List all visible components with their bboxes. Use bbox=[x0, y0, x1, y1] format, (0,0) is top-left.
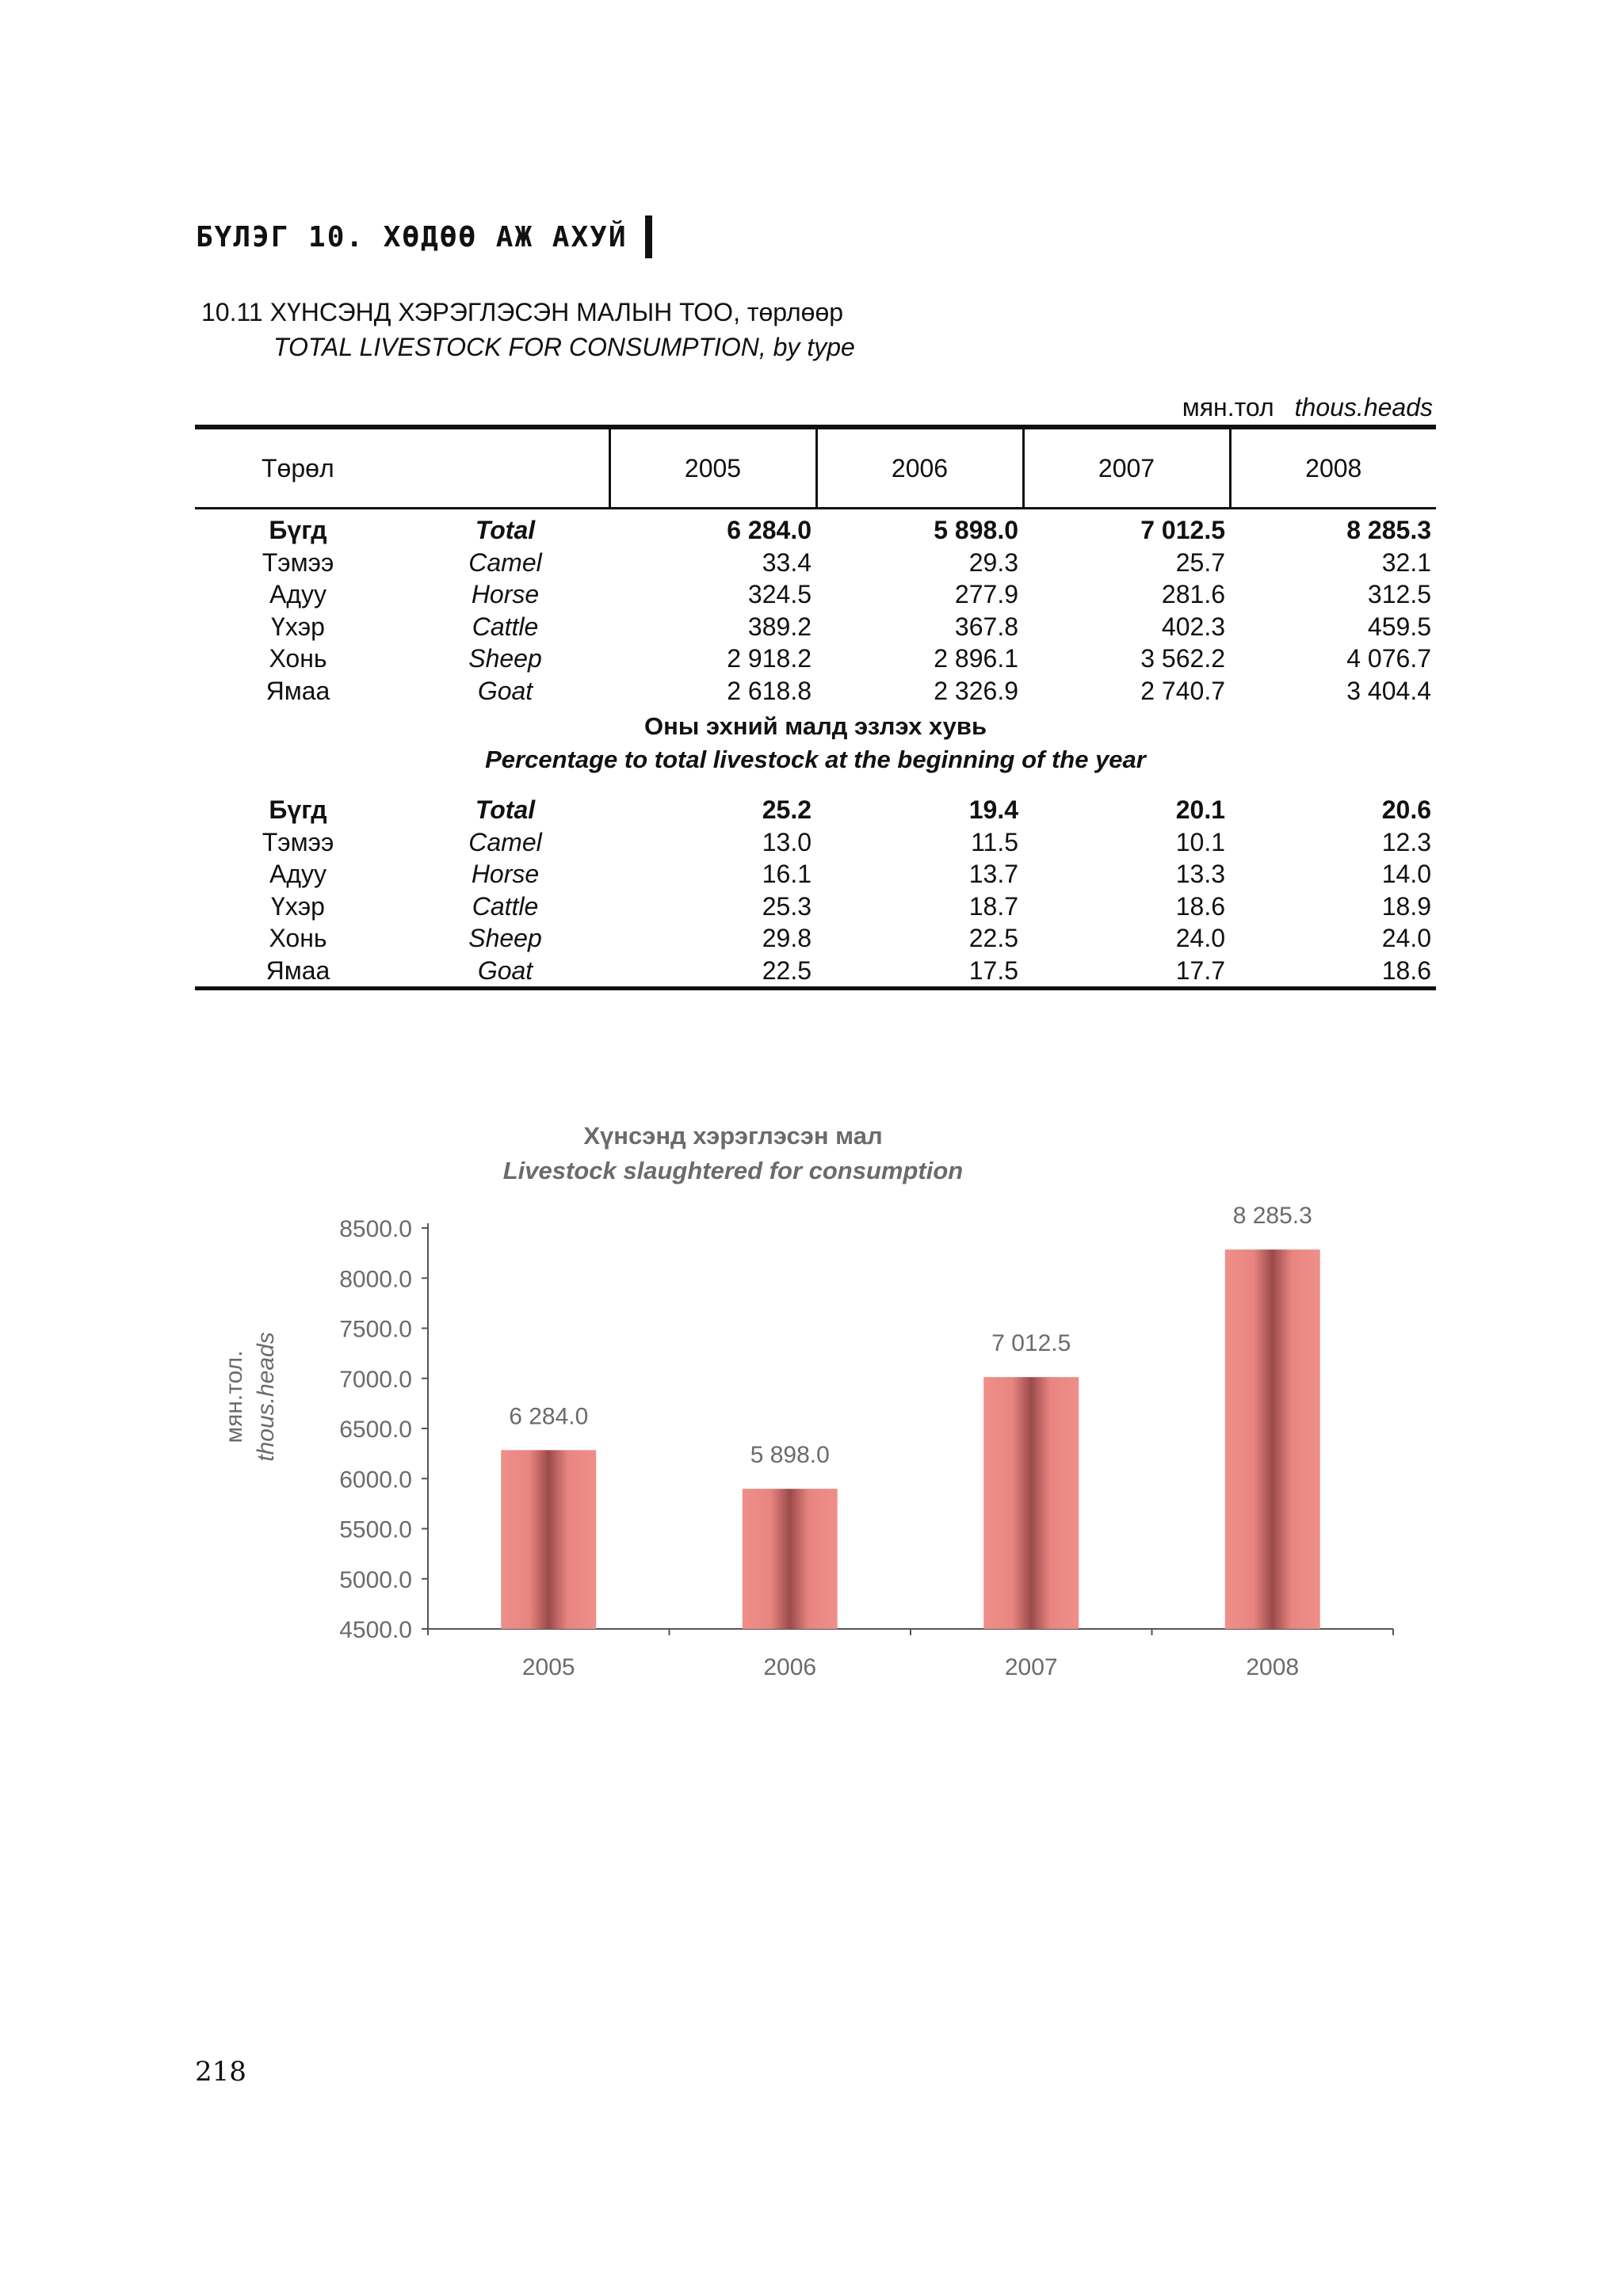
table-row bbox=[195, 891, 1436, 923]
row-type-mn: Адуу bbox=[269, 580, 327, 609]
row-value: 14.0 bbox=[1381, 860, 1431, 889]
row-value: 17.5 bbox=[816, 955, 1023, 989]
row-value: 25.7 bbox=[1175, 547, 1225, 577]
row-value: 3 404.4 bbox=[1346, 676, 1431, 705]
y-axis-label-en: thous.heads bbox=[253, 1332, 279, 1462]
y-axis-label: мян.тол. bbox=[221, 1350, 247, 1444]
y-tick-label: 6500.0 bbox=[339, 1417, 412, 1443]
x-tick-label: 2005 bbox=[521, 1654, 575, 1680]
row-value: 2 326.9 bbox=[934, 676, 1018, 705]
row-type-en: Camel bbox=[468, 827, 542, 856]
units-en: thous.heads bbox=[1294, 393, 1433, 421]
spacer-row bbox=[195, 780, 1436, 794]
row-value: 277.9 bbox=[954, 580, 1018, 609]
row-value: 18.9 bbox=[1381, 891, 1431, 921]
section-title bbox=[195, 707, 1436, 780]
row-value: 18.7 bbox=[968, 891, 1018, 921]
units-label bbox=[1182, 393, 1433, 422]
row-value: 25.3 bbox=[762, 891, 812, 921]
row-type-mn: Бүгд bbox=[269, 516, 327, 545]
livestock-table bbox=[195, 425, 1436, 990]
row-value: 19.4 bbox=[968, 795, 1018, 825]
row-value: 20.1 bbox=[1175, 795, 1225, 825]
x-tick-label: 2006 bbox=[763, 1654, 817, 1680]
row-type-en: Cattle bbox=[472, 891, 539, 921]
section-title-en: Percentage to total livestock at the beginning of the year bbox=[485, 746, 1146, 773]
row-type-mn: Ямаа bbox=[195, 955, 401, 989]
row-value: 3 562.2 bbox=[1140, 644, 1225, 673]
row-value: 8 285.3 bbox=[1346, 516, 1431, 545]
row-value: 29.8 bbox=[762, 924, 812, 953]
bar bbox=[743, 1489, 838, 1629]
row-value: 459.5 bbox=[1367, 612, 1431, 641]
row-type-en: Cattle bbox=[472, 612, 539, 641]
x-tick-label: 2008 bbox=[1246, 1654, 1300, 1680]
table-row bbox=[195, 922, 1436, 955]
chapter-title bbox=[196, 215, 652, 258]
row-value: 2 918.2 bbox=[727, 644, 812, 673]
row-value: 24.0 bbox=[1175, 924, 1225, 953]
row-type-en: Sheep bbox=[468, 924, 542, 953]
page-number: 218 bbox=[195, 2056, 246, 2088]
chart-title: Хүнсэнд хэрэглэсэн мал bbox=[583, 1122, 883, 1150]
row-type-mn: Үхэр bbox=[271, 612, 325, 641]
row-type-mn: Хонь bbox=[269, 924, 327, 953]
row-value: 10.1 bbox=[1175, 827, 1225, 856]
table-row bbox=[195, 547, 1436, 579]
row-value: 33.4 bbox=[762, 547, 812, 577]
table-row bbox=[195, 955, 1436, 989]
header-type-mn: Төрөл bbox=[262, 453, 334, 482]
chapter-title-bar bbox=[645, 215, 652, 258]
row-value: 2 896.1 bbox=[934, 644, 1018, 673]
row-value: 32.1 bbox=[1381, 547, 1431, 577]
bar-value-label: 6 284.0 bbox=[509, 1403, 589, 1430]
row-value: 22.5 bbox=[609, 955, 816, 989]
bar-value-label: 7 012.5 bbox=[991, 1330, 1071, 1357]
row-value: 18.6 bbox=[1175, 891, 1225, 921]
row-type-en: Sheep bbox=[468, 644, 542, 673]
row-value: 5 898.0 bbox=[934, 516, 1018, 545]
table-header-row bbox=[195, 427, 1436, 509]
table-row bbox=[195, 675, 1436, 707]
row-value: 18.6 bbox=[1230, 955, 1436, 989]
y-tick-label: 5000.0 bbox=[339, 1566, 412, 1593]
table-title: 10.11 ХҮНСЭНД ХЭРЭГЛЭСЭН МАЛЫН ТОО, төрлөөр bbox=[201, 298, 844, 326]
row-value: 324.5 bbox=[747, 580, 812, 609]
row-type-mn: Тэмээ bbox=[262, 547, 334, 577]
row-type-mn: Адуу bbox=[269, 860, 327, 889]
y-tick-label: 8500.0 bbox=[339, 1216, 412, 1242]
row-value: 312.5 bbox=[1367, 580, 1431, 609]
chapter-title-text: БҮЛЭГ 10. ХӨДӨӨ АЖ АХУЙ bbox=[196, 220, 628, 254]
row-value: 13.0 bbox=[762, 827, 812, 856]
row-type-en: Camel bbox=[468, 547, 542, 577]
chart-subtitle: Livestock slaughtered for consumption bbox=[502, 1157, 964, 1184]
table-row bbox=[195, 611, 1436, 643]
row-type-en: Goat bbox=[477, 676, 533, 705]
bar bbox=[501, 1450, 596, 1629]
units-mn: мян.тол bbox=[1182, 393, 1274, 421]
bar-value-label: 5 898.0 bbox=[750, 1442, 830, 1469]
header-year: 2008 bbox=[1230, 427, 1436, 509]
bar bbox=[983, 1377, 1079, 1629]
y-tick-label: 4500.0 bbox=[339, 1617, 412, 1643]
row-type-mn: Тэмээ bbox=[262, 827, 334, 856]
table-row bbox=[195, 643, 1436, 675]
row-type-en: Goat bbox=[401, 955, 609, 989]
row-type-en: Horse bbox=[471, 860, 540, 889]
chart-canvas bbox=[0, 1093, 1623, 1711]
y-tick-label: 6000.0 bbox=[339, 1466, 412, 1493]
table-row bbox=[195, 858, 1436, 891]
bar bbox=[1225, 1249, 1320, 1629]
row-value: 2 740.7 bbox=[1140, 676, 1225, 705]
row-value: 281.6 bbox=[1161, 580, 1225, 609]
row-value: 24.0 bbox=[1381, 924, 1431, 953]
row-value: 6 284.0 bbox=[727, 516, 812, 545]
row-value: 11.5 bbox=[971, 827, 1018, 856]
row-type-en: Total bbox=[475, 516, 536, 545]
y-tick-label: 7000.0 bbox=[339, 1366, 412, 1393]
row-value: 16.1 bbox=[762, 860, 812, 889]
y-tick-label: 7500.0 bbox=[339, 1316, 412, 1343]
header-year: 2005 bbox=[609, 427, 816, 509]
row-value: 13.7 bbox=[968, 860, 1018, 889]
row-value: 17.7 bbox=[1023, 955, 1230, 989]
row-value: 389.2 bbox=[747, 612, 812, 641]
row-value: 25.2 bbox=[762, 795, 812, 825]
table-row bbox=[195, 794, 1436, 826]
spacer-cell bbox=[195, 780, 1436, 794]
table-row bbox=[195, 509, 1436, 547]
header-year: 2006 bbox=[816, 427, 1023, 509]
section-title-mn: Оны эхний малд эзлэх хувь bbox=[643, 712, 987, 740]
header-type bbox=[195, 427, 609, 509]
row-value: 402.3 bbox=[1161, 612, 1225, 641]
row-value: 2 618.8 bbox=[727, 676, 812, 705]
row-value: 4 076.7 bbox=[1346, 644, 1431, 673]
row-type-mn: Хонь bbox=[269, 644, 327, 673]
row-type-mn: Бүгд bbox=[269, 795, 327, 825]
row-value: 29.3 bbox=[968, 547, 1018, 577]
table-row bbox=[195, 578, 1436, 611]
table-row bbox=[195, 826, 1436, 859]
row-value: 7 012.5 bbox=[1140, 516, 1225, 545]
y-tick-label: 5500.0 bbox=[339, 1516, 412, 1543]
row-type-mn: Үхэр bbox=[271, 891, 325, 921]
row-value: 13.3 bbox=[1175, 860, 1225, 889]
row-type-en: Total bbox=[475, 795, 536, 825]
row-value: 20.6 bbox=[1381, 795, 1431, 825]
header-year: 2007 bbox=[1023, 427, 1230, 509]
section-title-row bbox=[195, 707, 1436, 780]
x-tick-label: 2007 bbox=[1004, 1654, 1058, 1680]
y-tick-label: 8000.0 bbox=[339, 1266, 412, 1293]
livestock-chart bbox=[0, 1093, 1623, 1711]
row-value: 12.3 bbox=[1381, 827, 1431, 856]
row-value: 22.5 bbox=[968, 924, 1018, 953]
bar-value-label: 8 285.3 bbox=[1232, 1203, 1312, 1230]
row-type-mn: Ямаа bbox=[265, 676, 330, 705]
row-value: 367.8 bbox=[954, 612, 1018, 641]
row-type-en: Horse bbox=[471, 580, 540, 609]
table-subtitle: TOTAL LIVESTOCK FOR CONSUMPTION, by type bbox=[273, 333, 855, 361]
